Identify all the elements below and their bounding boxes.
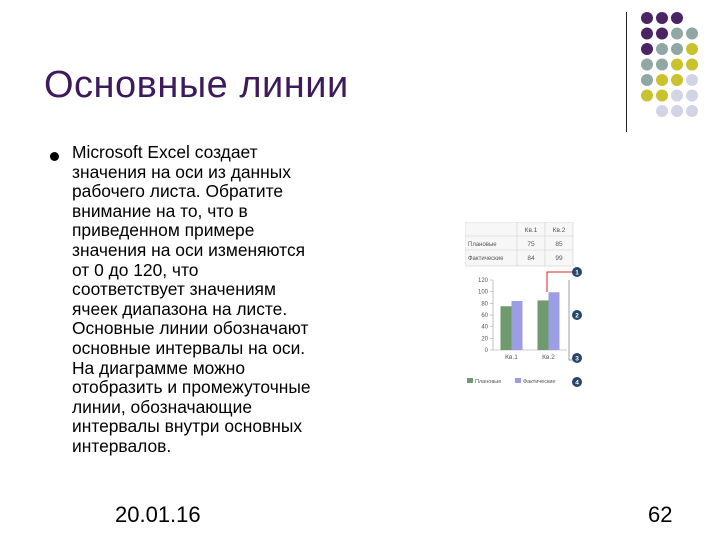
bullet-text-line: приведенном примере (72, 220, 255, 241)
decorative-dot (686, 74, 698, 86)
bullet-text-line: внимание на то, что в (72, 200, 248, 221)
legend-label: Фактические (523, 379, 556, 385)
bullet-text-line: значения на оси из данных (72, 161, 291, 182)
bullet-text-line: интервалов. (72, 435, 172, 456)
y-tick-label: 20 (481, 336, 488, 343)
chart-bar (512, 301, 523, 350)
bullet-text-line: рабочего листа. Обратите (72, 181, 284, 202)
bullet-text-line: линии, обозначающие (72, 396, 253, 417)
decorative-dot (686, 90, 698, 102)
decorative-dot (671, 28, 683, 40)
table-cell: 85 (555, 241, 563, 248)
table-header: Кв.2 (552, 227, 566, 234)
decorative-dot (671, 74, 683, 86)
legend-swatch (515, 378, 521, 383)
slide-number: 62 (648, 502, 673, 527)
callout-line (569, 280, 575, 360)
x-tick-label: Кв.1 (505, 354, 518, 361)
decorative-dot (671, 105, 683, 117)
decorative-dot (686, 28, 698, 40)
bullet-text-line: соответствует значениям (72, 279, 276, 300)
decorative-vertical-line (626, 12, 627, 132)
y-tick-label: 120 (477, 278, 488, 284)
legend-swatch (467, 378, 473, 383)
table-cell: 75 (527, 241, 535, 248)
decorative-dot (641, 59, 653, 71)
decorative-dot (671, 59, 683, 71)
bullet-text-line: от 0 до 120, что (72, 259, 199, 280)
callout-number: 2 (575, 312, 579, 320)
footer-date: 20.01.16 (115, 502, 201, 527)
bullet-text-line: Основные линии обозначают (72, 318, 309, 339)
legend-label: Плановые (475, 379, 502, 385)
decorative-dot (686, 59, 698, 71)
bullet-text-line: Microsoft Excel создает (72, 142, 258, 162)
callout-number: 1 (575, 269, 579, 277)
y-tick-label: 0 (484, 348, 488, 354)
decorative-dot (656, 90, 668, 102)
chart-bar (549, 292, 560, 350)
y-tick-label: 60 (481, 313, 488, 319)
decorative-dot (671, 43, 683, 55)
bullet-text-line: На диаграмме можно (72, 357, 246, 378)
table-row-label: Фактические (468, 256, 504, 262)
decorative-dot (671, 90, 683, 102)
table-row-label: Плановые (468, 242, 497, 248)
table-cell: 84 (527, 255, 535, 262)
x-tick-label: Кв.2 (542, 354, 555, 361)
decorative-dot (641, 12, 653, 24)
y-tick-label: 80 (481, 301, 488, 308)
table-cell: 99 (555, 255, 563, 262)
decorative-dot (641, 43, 653, 55)
decorative-dot-grid (640, 12, 718, 122)
decorative-dot (641, 74, 653, 86)
decorative-dot (656, 12, 668, 24)
bullet-text-line: отобразить и промежуточные (72, 377, 311, 398)
decorative-dot (656, 43, 668, 55)
decorative-dot (656, 59, 668, 71)
table-header: Кв.1 (524, 227, 538, 234)
callout-number: 4 (575, 379, 579, 387)
decorative-dot (686, 43, 698, 55)
decorative-dot (641, 90, 653, 102)
callout-line-major (547, 272, 575, 292)
chart-bar (538, 300, 549, 350)
decorative-dot (656, 74, 668, 86)
y-tick-label: 100 (477, 289, 488, 296)
bullet-text-line: значения на оси изменяются (72, 239, 306, 260)
bullet-text-line: интервалы внутри основных (72, 416, 303, 437)
decorative-dot (686, 105, 698, 117)
bullet-text (72, 143, 372, 457)
callout-number: 3 (575, 355, 579, 363)
slide-title: Основные линии (44, 64, 349, 106)
bullet-text-line: основные интервалы на оси. (72, 337, 306, 358)
y-tick-label: 40 (481, 324, 488, 331)
chart-bar (501, 306, 512, 350)
decorative-dot (641, 28, 653, 40)
decorative-dot (671, 12, 683, 24)
bullet-point-icon (50, 152, 59, 161)
decorative-dot (656, 28, 668, 40)
excel-chart-example (465, 222, 585, 392)
bullet-text-line: ячеек диапазона на листе. (72, 298, 288, 319)
decorative-dot (656, 105, 668, 117)
